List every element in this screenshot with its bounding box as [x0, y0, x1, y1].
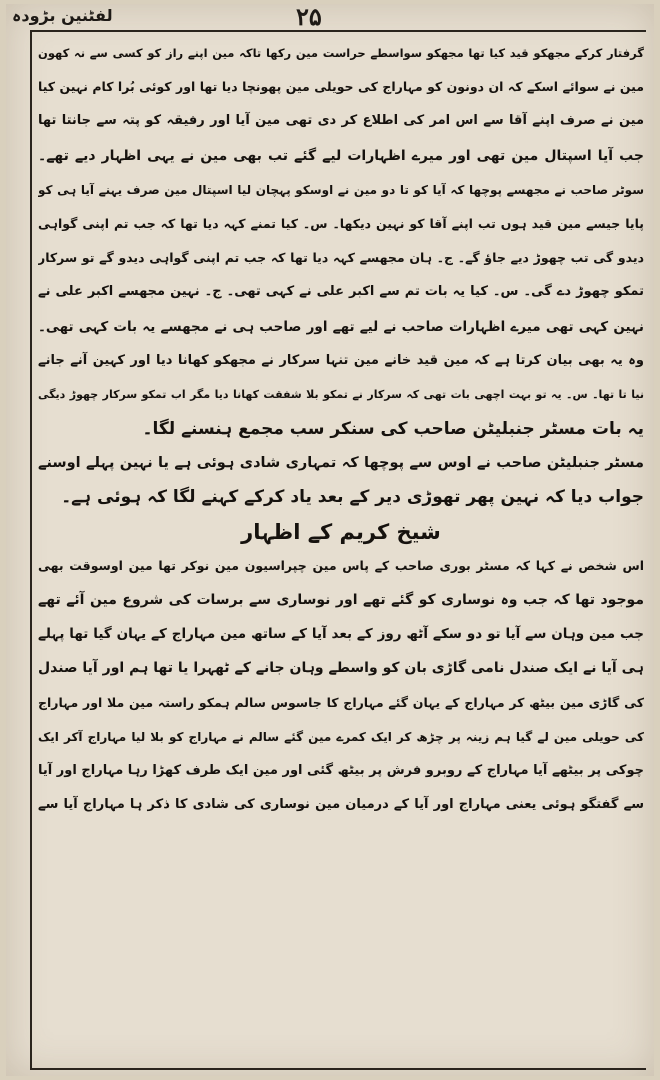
text-line: موجود تھا کہ جب وہ نوساری کو گئے تھے اور نوساری سے برسات کی شروع مین آئے تھے — [38, 592, 644, 608]
text-line: سے گفتگو ہوئی یعنی مہاراج اور آیا کے درمیان مین نوساری کی شادی کا ذکر ہا مہاراج آیا سے — [38, 797, 644, 813]
text-line: مسٹر جنبلیٹن صاحب نے اوس سے پوچھا کہ تمہاری شادی ہوئی ہے یا نہین پہلے اوسنے — [38, 455, 644, 472]
section-heading: شیخ کریم کے اظہار — [241, 519, 441, 544]
text-line: ہی آیا نے ایک صندل نامی گاڑی بان کو واسطے وہان جانے کے ٹھہرا یا تھا ہم اور آیا صندل — [38, 660, 644, 677]
text-line: پایا جیسے مین قید ہوں تب اپنے آقا کو نہین دیکھا۔ س۔ کیا تمنے کہہ دیا تھا کہ جب تم اپنی گواہی — [38, 215, 644, 231]
text-line: مین نے صرف اپنے آقا سے اس امر کی اطلاع کر دی تھی مین آیا اور رفیقہ کو پتہ سے جانتا تھا — [38, 113, 644, 129]
text-line: وہ یہ بھی بیان کرتا ہے کہ مین قید خانے مین تنہا سرکار نے مجھکو کھانا دیا اور کہین آنے جانے — [38, 352, 644, 368]
text-line: کی گاڑی مین بیٹھ کر مہاراج کے یہان گئے مہاراج کا جاسوس سالم ہمکو راستہ مین ملا اور مہاراج — [38, 694, 644, 710]
text-line: گرفتار کرکے مجھکو قید کیا تھا مجھکو سواسطے حراست مین رکھا تاکہ مین اپنے راز کو کسی سے نہ کھون — [38, 46, 644, 60]
text-line: نیا تا تھا۔ س۔ یہ تو بہت اچھی بات تھی کہ سرکار نے تمکو بلا شفقت کھانا دیا مگر اب تمکو سرکار چھوڑ دیگی — [38, 387, 644, 401]
text-line: جواب دیا کہ نہین پھر تھوڑی دیر کے بعد یاد کرکے کہنے لگا کہ ہوئی ہے۔ — [61, 487, 644, 508]
text-line: جب مین وہان سے آیا تو دو سکے آٹھ روز کے بعد آیا کے ساتھ مین مہاراج کے یہان گیا تھا پہلے — [38, 626, 644, 643]
text-line: کی حویلی مین لے گیا ہم زینہ پر چڑھ کر ایک کمرے مین گئے سالم نے مہاراج کو بلا لیا مہاراج آکر ایک — [38, 729, 644, 744]
urdu-text-body — [38, 36, 644, 822]
page-number: ۲۵ — [296, 2, 322, 31]
running-head: لفٹنین بڑودہ — [12, 6, 113, 25]
text-line: مین نے سوائے اسکے کہ ان دونون کو مہاراج کی حویلی مین پھونچا دیا تھا اور کوئی بُرا کام نہین کیا — [38, 79, 644, 95]
book-page — [6, 4, 654, 1076]
text-line: دیدو گی تب چھوڑ دیے جاؤ گے۔ ج۔ ہان مجھسے کہہ دیا تھا کہ جب تم اپنی گواہی دیدو گے تو سرکار — [38, 250, 644, 266]
text-line: اس شخص نے کہا کہ مسٹر بوری صاحب کے پاس مین چپراسیون مین نوکر تھا مین اوسوقت بھی — [38, 557, 644, 573]
text-line: یہ بات مسٹر جنبلیٹن صاحب کی سنکر سب مجمع ہنسنے لگا۔ — [142, 419, 644, 440]
text-line: نہین کہی تھی میرے اظہارات صاحب نے لیے تھے اور صاحب ہی نے مجھسے یہ بات کہی تھی۔ — [38, 318, 644, 335]
text-line: جب آیا اسپتال مین تھی اور میرے اظہارات لیے گئے تب بھی مین نے یہی اظہار دیے تھے۔ — [38, 147, 644, 164]
text-line: تمکو چھوڑ دے گی۔ س۔ کیا یہ بات تم سے اکبر علی نے کہی تھی۔ ج۔ نہین مجھسے اکبر علی نے — [38, 284, 644, 300]
text-line: سوٹر صاحب نے مجھسے پوچھا کہ آیا کو تا دو مین نے اوسکو پہچان لیا اسپتال مین صرف یہنے آیا ہی کو — [38, 182, 644, 197]
text-line: چوکی پر بیٹھے آیا مہاراج کے روبرو فرش پر بیٹھ گئی اور مین ایک طرف کھڑا رہا مہاراج اور آیا — [38, 762, 644, 778]
